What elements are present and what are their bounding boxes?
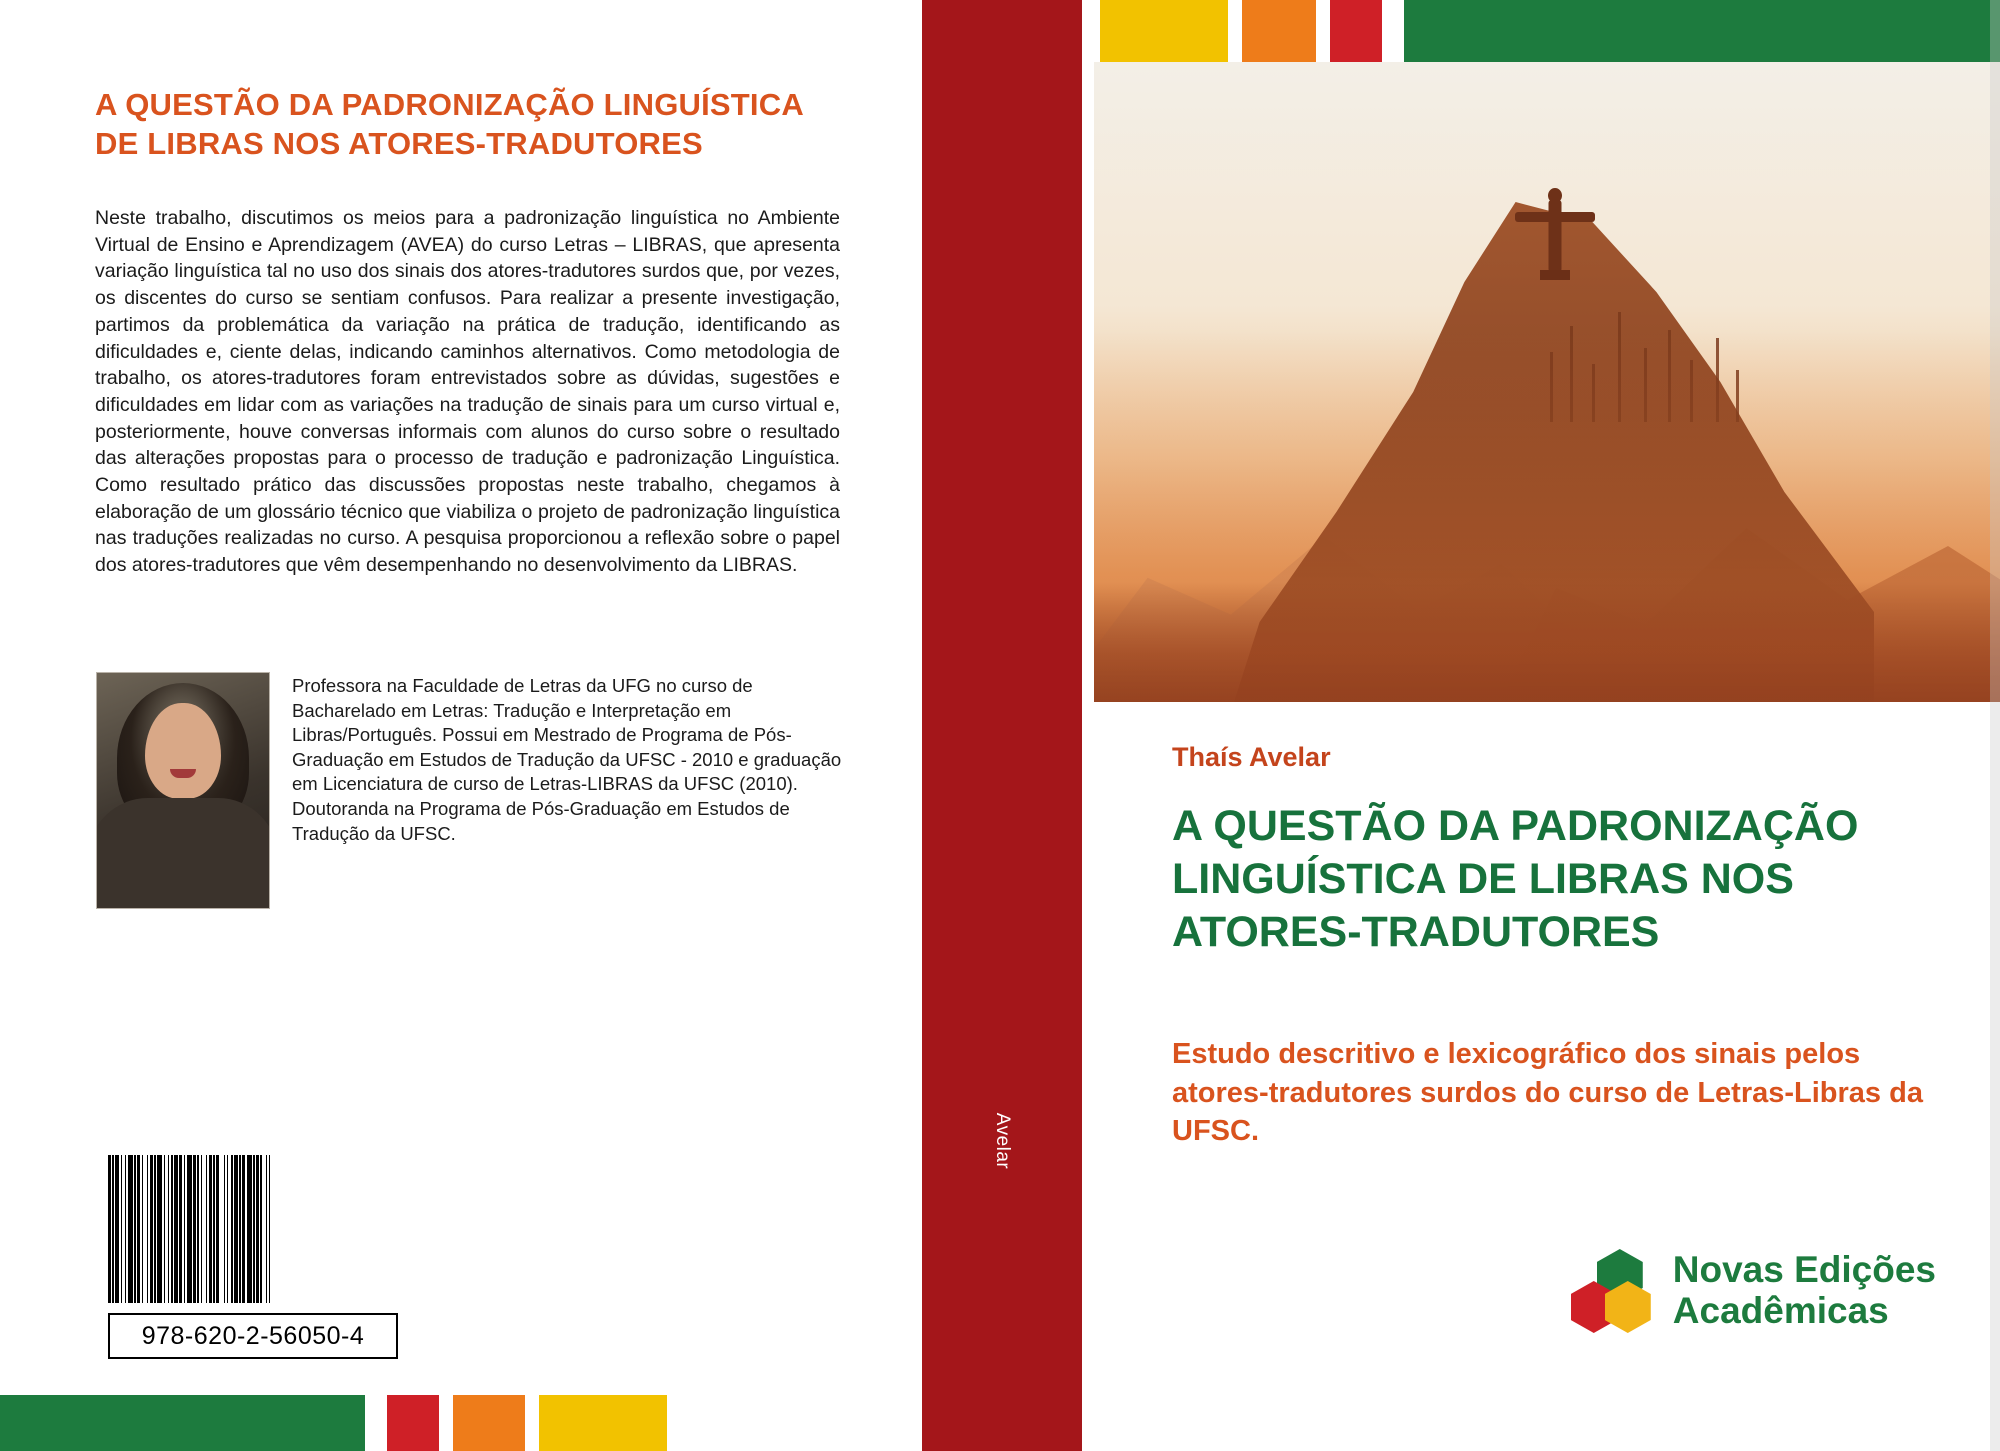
strip-segment-green	[0, 1395, 365, 1451]
photo-face-shape	[145, 703, 221, 799]
strip-segment-gap-2	[439, 1395, 453, 1451]
front-cover-subtitle: Estudo descritivo e lexicográfico dos sinais pelos atores-tradutores surdos do curso de Letras-Libras da UFSC.	[1172, 1038, 1923, 1148]
back-cover-title: A QUESTÃO DA PADRONIZAÇÃO LINGUÍSTICA DE LIBRAS NOS ATORES-TRADUTORES	[95, 87, 803, 162]
front-cover-author: Thaís Avelar	[1172, 742, 1331, 772]
strip-segment-gap-1	[365, 1395, 387, 1451]
christ-statue-silhouette	[1512, 182, 1598, 278]
top-strip-gap-1	[1228, 0, 1242, 62]
author-bio: Professora na Faculdade de Letras da UFG no curso de Bacharelado em Letras: Tradução e Interpretação em Libras/Português. Possui em Mestrado de Programa de Pós-Graduação em Estudos de Tradução da UFSC - 2010 e graduação em Licenciatura de curso de Letras-LIBRAS da UFSC (2010). Doutoranda na Programa de Pós-Graduação em Estudos de Tradução da UFSC.	[292, 675, 842, 844]
statue-torso	[1549, 200, 1562, 272]
isbn-number: 978-620-2-56050-4	[108, 1313, 398, 1359]
publisher-name-line1: Novas Edições	[1672, 1248, 1936, 1290]
strip-segment-yellow	[539, 1395, 667, 1451]
back-cover-panel	[0, 0, 922, 1451]
publisher-name-line2: Acadêmicas	[1672, 1290, 1889, 1331]
statue-base	[1540, 270, 1570, 280]
barcode-area	[108, 1155, 398, 1359]
photo-body-shape	[96, 798, 270, 908]
photo-haze	[1094, 331, 2000, 702]
top-strip-green	[1404, 0, 2000, 62]
author-photo	[96, 672, 270, 909]
front-cover-panel	[1082, 0, 2000, 1451]
top-strip-yellow	[1100, 0, 1228, 62]
front-top-color-strip	[1082, 0, 2000, 62]
author-block	[96, 672, 846, 909]
back-bottom-color-strip	[0, 1395, 922, 1451]
top-strip-gap-2	[1316, 0, 1330, 62]
strip-segment-tail	[667, 1395, 922, 1451]
back-cover-abstract: Neste trabalho, discutimos os meios para a padronização linguística no Ambiente Virtual de Ensino e Aprendizagem (AVEA) do curso Letras – LIBRAS, que apresenta variação linguística tal no uso dos sinais dos atores-tradutores surdos que, por vezes, os discentes do curso se sentiam confusos. Para realizar a presente investigação, partimos da problemática da variação na prática de tradução, identificando as dificuldades e, ciente delas, indicando caminhos alternativos. Como metodologia de trabalho, os atores-tradutores foram entrevistados sobre as dúvidas, sugestões e dificuldades em lidar com as variações na tradução de sinais para um curso virtual e, posteriormente, houve conversas informais com alunos do curso sobre o resultado das alterações propostas para o processo de tradução e padronização Linguística. Como resultado prático das discussões propostas neste trabalho, chegamos à elaboração de um glossário técnico que viabiliza o projeto de padronização linguística nas traduções realizadas no curso. A pesquisa proporcionou a reflexão sobre o papel dos atores-tradutores que vêm desempenhando no desenvolvimento da LIBRAS.	[95, 207, 840, 577]
top-strip-gap-0	[1082, 0, 1100, 62]
top-strip-gap-3	[1382, 0, 1404, 62]
front-cover-title: A QUESTÃO DA PADRONIZAÇÃO LINGUÍSTICA DE LIBRAS NOS ATORES-TRADUTORES	[1172, 802, 1859, 956]
strip-segment-red	[387, 1395, 439, 1451]
book-spine	[922, 0, 1082, 1451]
strip-segment-gap-3	[525, 1395, 539, 1451]
novas-edicoes-hexagon-logo-icon	[1569, 1247, 1655, 1333]
strip-segment-orange	[453, 1395, 525, 1451]
barcode-image	[108, 1155, 398, 1303]
cover-right-edge	[1990, 0, 2000, 1451]
cover-photo-christ-redeemer	[1094, 62, 2000, 702]
top-strip-orange	[1242, 0, 1316, 62]
spine-author-text: Avelar	[992, 1112, 1013, 1170]
top-strip-red	[1330, 0, 1382, 62]
publisher-logo-block	[1569, 1247, 1936, 1333]
publisher-name	[1673, 1249, 1936, 1332]
